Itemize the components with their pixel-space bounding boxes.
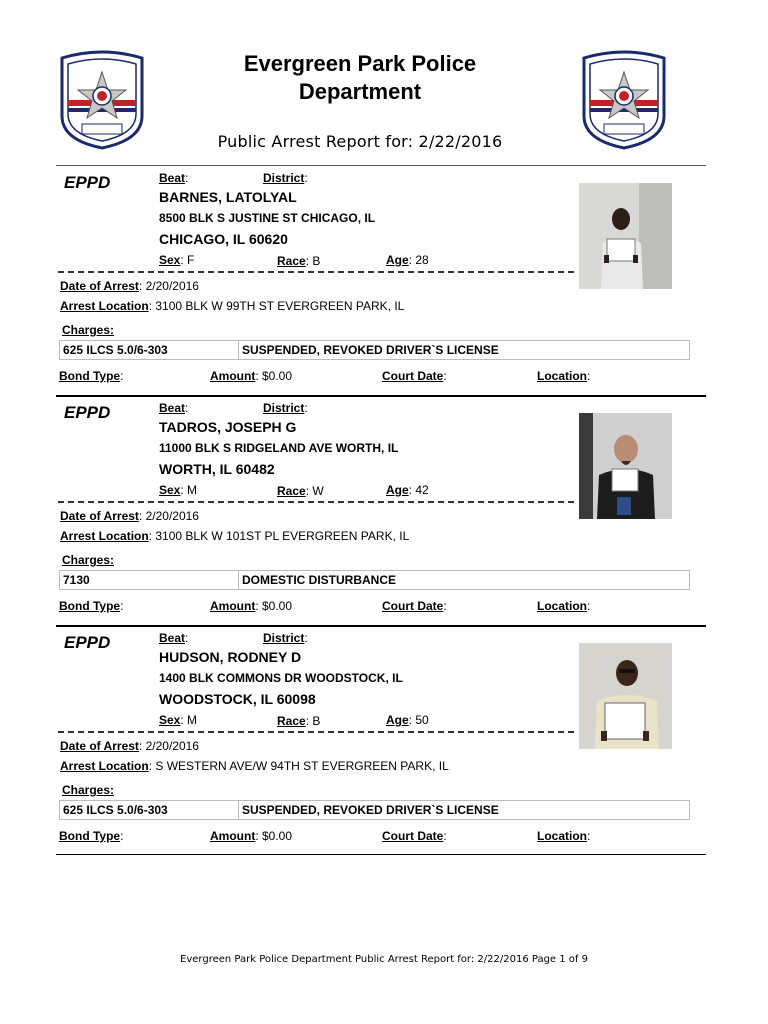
sex-field: Sex: M xyxy=(159,713,198,727)
booking-photo xyxy=(579,413,672,519)
race-label: Race xyxy=(277,254,306,268)
sex-label: Sex xyxy=(159,713,181,727)
location-field: Location: xyxy=(537,369,591,383)
record-divider xyxy=(56,395,706,397)
age-field: Age: 42 xyxy=(386,483,429,497)
beat-field: Beat: xyxy=(159,401,189,415)
charge-separator xyxy=(238,801,239,819)
booking-photo xyxy=(579,183,672,289)
arrestee-name: BARNES, LATOLYAL xyxy=(159,189,297,205)
location-field: Location: xyxy=(537,829,591,843)
charge-row xyxy=(59,340,690,360)
charges-label: Charges: xyxy=(62,553,115,567)
district-field: District: xyxy=(263,401,308,415)
sex-field: Sex: M xyxy=(159,483,198,497)
arrestee-address: 8500 BLK S JUSTINE ST CHICAGO, IL xyxy=(159,211,376,225)
arrest-location-field: Arrest Location: 3100 BLK W 101ST PL EVERGREEN PARK, IL xyxy=(60,529,410,543)
page-footer: Evergreen Park Police Department Public Arrest Report for: 2/22/2016 Page 1 of 9 xyxy=(180,954,588,965)
beat-label: Beat xyxy=(159,631,186,645)
race-value: B xyxy=(312,254,321,268)
date-of-arrest-value: 2/20/2016 xyxy=(145,509,199,523)
arrest-location-field: Arrest Location: 3100 BLK W 99TH ST EVERGREEN PARK, IL xyxy=(60,299,405,313)
arrestee-address: 11000 BLK S RIDGELAND AVE WORTH, IL xyxy=(159,441,399,455)
arrest-location-value: 3100 BLK W 99TH ST EVERGREEN PARK, IL xyxy=(155,299,405,313)
arrestee-city: CHICAGO, IL 60620 xyxy=(159,231,288,247)
charge-code: 7130 xyxy=(63,573,90,587)
court-date-label: Court Date xyxy=(382,829,444,843)
location-label: Location xyxy=(537,829,587,843)
date-of-arrest-label: Date of Arrest xyxy=(60,739,139,753)
amount-label: Amount xyxy=(210,829,256,843)
date-of-arrest-label: Date of Arrest xyxy=(60,279,139,293)
age-value: 50 xyxy=(415,713,429,727)
sex-value: M xyxy=(187,713,198,727)
sex-field: Sex: F xyxy=(159,253,195,267)
race-label: Race xyxy=(277,484,306,498)
race-field: Race: B xyxy=(277,254,321,268)
bond-type-field: Bond Type: xyxy=(59,599,124,613)
district-field: District: xyxy=(263,631,308,645)
bond-type-field: Bond Type: xyxy=(59,829,124,843)
charge-description: SUSPENDED, REVOKED DRIVER`S LICENSE xyxy=(242,803,499,817)
amount-field: Amount: $0.00 xyxy=(210,829,293,843)
agency-label: EPPD xyxy=(64,403,111,422)
date-of-arrest-field: Date of Arrest: 2/20/2016 xyxy=(60,739,199,753)
race-field: Race: B xyxy=(277,714,321,728)
beat-field: Beat: xyxy=(159,171,189,185)
dashed-divider xyxy=(58,501,574,503)
bond-type-field: Bond Type: xyxy=(59,369,124,383)
amount-label: Amount xyxy=(210,369,256,383)
agency-label: EPPD xyxy=(64,173,111,192)
charge-code: 625 ILCS 5.0/6-303 xyxy=(63,803,168,817)
police-badge-logo-right xyxy=(578,50,670,150)
record-divider xyxy=(56,165,706,166)
dashed-divider xyxy=(58,271,574,273)
bond-type-label: Bond Type xyxy=(59,599,121,613)
charge-row xyxy=(59,570,690,590)
booking-photo xyxy=(579,643,672,749)
arrest-record xyxy=(56,395,706,625)
date-of-arrest-value: 2/20/2016 xyxy=(145,279,199,293)
race-field: Race: W xyxy=(277,484,324,498)
report-end-divider xyxy=(56,854,706,855)
race-value: W xyxy=(312,484,324,498)
sex-label: Sex xyxy=(159,483,181,497)
police-badge-logo-left xyxy=(56,50,148,150)
court-date-field: Court Date: xyxy=(382,599,447,613)
arrest-location-label: Arrest Location xyxy=(60,299,149,313)
location-label: Location xyxy=(537,599,587,613)
age-value: 28 xyxy=(415,253,429,267)
arrest-record xyxy=(56,625,706,855)
court-date-field: Court Date: xyxy=(382,829,447,843)
arrest-location-value: S WESTERN AVE/W 94TH ST EVERGREEN PARK, IL xyxy=(155,759,449,773)
charge-row xyxy=(59,800,690,820)
sex-value: M xyxy=(187,483,198,497)
arrest-location-label: Arrest Location xyxy=(60,529,149,543)
arrest-location-field: Arrest Location: S WESTERN AVE/W 94TH ST EVERGREEN PARK, IL xyxy=(60,759,449,773)
date-of-arrest-label: Date of Arrest xyxy=(60,509,139,523)
dashed-divider xyxy=(58,731,574,733)
amount-field: Amount: $0.00 xyxy=(210,599,293,613)
district-label: District xyxy=(263,401,305,415)
arrestee-name: HUDSON, RODNEY D xyxy=(159,649,302,665)
date-of-arrest-field: Date of Arrest: 2/20/2016 xyxy=(60,509,199,523)
arrestee-address: 1400 BLK COMMONS DR WOODSTOCK, IL xyxy=(159,671,403,685)
arrestee-city: WOODSTOCK, IL 60098 xyxy=(159,691,316,707)
arrestee-city: WORTH, IL 60482 xyxy=(159,461,275,477)
charges-label: Charges: xyxy=(62,783,115,797)
arrest-location-value: 3100 BLK W 101ST PL EVERGREEN PARK, IL xyxy=(155,529,410,543)
age-value: 42 xyxy=(415,483,429,497)
charge-separator xyxy=(238,341,239,359)
race-value: B xyxy=(312,714,321,728)
court-date-label: Court Date xyxy=(382,369,444,383)
court-date-label: Court Date xyxy=(382,599,444,613)
record-divider xyxy=(56,625,706,627)
district-label: District xyxy=(263,171,305,185)
bond-type-label: Bond Type xyxy=(59,369,121,383)
charge-separator xyxy=(238,571,239,589)
beat-label: Beat xyxy=(159,401,186,415)
report-title: Evergreen Park Police Department xyxy=(243,51,477,104)
district-field: District: xyxy=(263,171,308,185)
report-subtitle: Public Arrest Report for: 2/22/2016 xyxy=(217,132,503,151)
amount-value: $0.00 xyxy=(262,829,293,843)
beat-label: Beat xyxy=(159,171,186,185)
court-date-field: Court Date: xyxy=(382,369,447,383)
charge-description: DOMESTIC DISTURBANCE xyxy=(242,573,397,587)
race-label: Race xyxy=(277,714,306,728)
date-of-arrest-field: Date of Arrest: 2/20/2016 xyxy=(60,279,199,293)
sex-label: Sex xyxy=(159,253,181,267)
amount-value: $0.00 xyxy=(262,369,293,383)
charges-label: Charges: xyxy=(62,323,115,337)
agency-label: EPPD xyxy=(64,633,111,652)
amount-value: $0.00 xyxy=(262,599,293,613)
arrest-location-label: Arrest Location xyxy=(60,759,149,773)
charge-code: 625 ILCS 5.0/6-303 xyxy=(63,343,168,357)
age-field: Age: 50 xyxy=(386,713,429,727)
beat-field: Beat: xyxy=(159,631,189,645)
location-field: Location: xyxy=(537,599,591,613)
age-label: Age xyxy=(386,483,409,497)
date-of-arrest-value: 2/20/2016 xyxy=(145,739,199,753)
amount-label: Amount xyxy=(210,599,256,613)
arrestee-name: TADROS, JOSEPH G xyxy=(159,419,297,435)
sex-value: F xyxy=(187,253,195,267)
location-label: Location xyxy=(537,369,587,383)
amount-field: Amount: $0.00 xyxy=(210,369,293,383)
age-label: Age xyxy=(386,713,409,727)
age-label: Age xyxy=(386,253,409,267)
district-label: District xyxy=(263,631,305,645)
age-field: Age: 28 xyxy=(386,253,429,267)
arrest-record xyxy=(56,165,706,395)
bond-type-label: Bond Type xyxy=(59,829,121,843)
charge-description: SUSPENDED, REVOKED DRIVER`S LICENSE xyxy=(242,343,499,357)
